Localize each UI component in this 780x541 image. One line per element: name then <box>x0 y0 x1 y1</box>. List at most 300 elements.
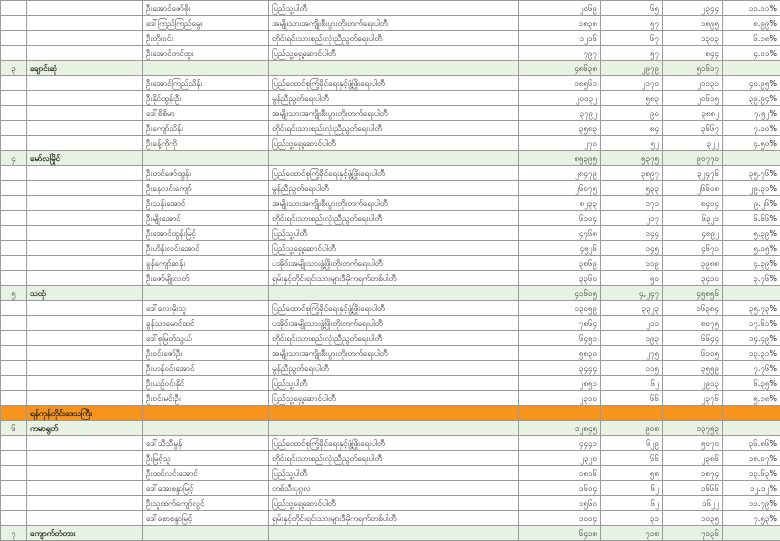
table-row <box>1 166 780 181</box>
row-number <box>1 211 27 226</box>
votes-cell: ၄၅၂၆ <box>519 241 601 256</box>
party-cell: ရှမ်းနှင့်တိုင်းရင်းသားများဒီမိုကရက်တစ်ပါတီ <box>269 511 519 526</box>
row-number <box>1 46 27 61</box>
township-cell <box>27 256 143 271</box>
table-row <box>1 181 780 196</box>
total-votes-cell: ၂၃၄၄ <box>663 1 723 16</box>
township-cell: သထုံ <box>27 286 143 301</box>
candidate-cell: ဒေါ်ကြည်ကြည်မွေး <box>143 16 269 31</box>
row-number <box>1 121 27 136</box>
percent-cell: ၆.၆၆% <box>723 211 780 226</box>
percent-cell: ၁၄.၄၉% <box>723 331 780 346</box>
votes-cell: ၆၄၁၈ <box>519 526 601 541</box>
township-cell: ချောင်းဆုံ <box>27 61 143 76</box>
advance-votes-cell: ၇၁၈ <box>601 526 663 541</box>
township-cell <box>27 346 143 361</box>
table-row <box>1 331 780 346</box>
total-votes-cell: ၁၃၇၅၃ <box>663 421 723 436</box>
percent-cell: ၂၉.၃၁% <box>723 181 780 196</box>
advance-votes-cell: ၆၆ <box>601 391 663 406</box>
township-cell <box>27 91 143 106</box>
row-number <box>1 346 27 361</box>
table-row <box>1 511 780 526</box>
party-cell: ပအိုဝ်းအမျိုးသားဖွံ့ဖြိုးတိုးတက်ရေးပါတီ <box>269 316 519 331</box>
township-cell <box>27 16 143 31</box>
table-row <box>1 496 780 511</box>
votes-cell: ၇၈၆၄ <box>519 316 601 331</box>
advance-votes-cell: ၁၉၃ <box>601 331 663 346</box>
advance-votes-cell: ၃၃၂၃ <box>601 301 663 316</box>
party-cell: ပြည်သူ့ပါတီ <box>269 1 519 16</box>
percent-cell: ၆.၁၈% <box>723 31 780 46</box>
percent-cell: ၃၉.၉၄% <box>723 91 780 106</box>
advance-votes-cell: ၅၇ <box>601 46 663 61</box>
percent-cell: ၈.၉၉% <box>723 16 780 31</box>
table-row <box>1 316 780 331</box>
candidate-cell: ဦးနေလင်းကျော် <box>143 181 269 196</box>
candidate-cell <box>143 61 269 76</box>
percent-cell: ၄.၅၀% <box>723 136 780 151</box>
votes-cell: ၁၅၆၀ <box>519 496 601 511</box>
candidate-cell: ဦးအောင်ဇော်စိုး <box>143 1 269 16</box>
total-votes-cell <box>663 406 723 421</box>
row-number <box>1 256 27 271</box>
percent-cell: ၁၈.၀၇% <box>723 451 780 466</box>
party-cell <box>269 421 519 436</box>
table-body <box>1 1 780 541</box>
party-cell: ပြည်သူ့ပါတီ <box>269 466 519 481</box>
candidate-cell <box>143 406 269 421</box>
table-row <box>1 211 780 226</box>
total-votes-cell: ၈၀၇၅ <box>663 316 723 331</box>
advance-votes-cell: ၆၂ <box>601 496 663 511</box>
candidate-cell: ဦးဇော်မျိုးလတ် <box>143 271 269 286</box>
percent-cell <box>723 151 780 166</box>
total-votes-cell: ၃၈၈၂ <box>663 106 723 121</box>
party-cell: ရှမ်းနှင့်တိုင်းရင်းသားများဒီမိုကရက်တစ်ပါတီ <box>269 271 519 286</box>
advance-votes-cell: ၆၂ <box>601 376 663 391</box>
percent-cell: ၁၇.၆၁% <box>723 316 780 331</box>
advance-votes-cell: ၆၂ <box>601 481 663 496</box>
party-cell <box>269 61 519 76</box>
votes-cell: ၈၅၃၉၅ <box>519 151 601 166</box>
township-cell <box>27 316 143 331</box>
table-row <box>1 196 780 211</box>
total-votes-cell: ၂၁၁၃၁ <box>663 76 723 91</box>
township-cell <box>27 211 143 226</box>
percent-cell: ၇.၅၃% <box>723 511 780 526</box>
candidate-cell: ဦးသူထက်ကျော်လွင် <box>143 496 269 511</box>
advance-votes-cell: ၅၂ <box>601 136 663 151</box>
row-number <box>1 481 27 496</box>
votes-cell: ၁၈၃၈ <box>519 16 601 31</box>
township-row <box>1 526 780 541</box>
advance-votes-cell: ၂၁၇၀ <box>601 76 663 91</box>
row-number <box>1 511 27 526</box>
advance-votes-cell: ၄,၂၄၇ <box>601 286 663 301</box>
township-cell: ကမာရွတ် <box>27 421 143 436</box>
total-votes-cell: ၅၁၆၁၇ <box>663 61 723 76</box>
candidate-cell: ခွန်ကျော်ဆန်း <box>143 256 269 271</box>
table-row <box>1 436 780 451</box>
votes-cell: ၅၈၃၀ <box>519 346 601 361</box>
table-row <box>1 481 780 496</box>
percent-cell: ၁၁.၁၁% <box>723 1 780 16</box>
total-votes-cell: ၁၃၀၃ <box>663 31 723 46</box>
table-row <box>1 1 780 16</box>
party-cell <box>269 526 519 541</box>
township-cell <box>27 376 143 391</box>
votes-cell: ၁၀၀၄ <box>519 511 601 526</box>
row-number <box>1 466 27 481</box>
total-votes-cell: ၄၆၇၁ <box>663 241 723 256</box>
row-number <box>1 271 27 286</box>
row-number: ၄ <box>1 151 27 166</box>
township-cell <box>27 466 143 481</box>
row-number <box>1 1 27 16</box>
table-row <box>1 106 780 121</box>
table-row <box>1 31 780 46</box>
candidate-cell: ဦးမြင့်သူ <box>143 451 269 466</box>
total-votes-cell: ၂၃၈၆ <box>663 451 723 466</box>
table-row <box>1 76 780 91</box>
table-row <box>1 256 780 271</box>
votes-cell: ၁၈၁၆ <box>519 466 601 481</box>
party-cell: တိုင်းရင်းသားစည်းလုံးညီညွတ်ရေးပါတီ <box>269 211 519 226</box>
party-cell <box>269 286 519 301</box>
percent-cell: ၇.၅၂% <box>723 106 780 121</box>
votes-cell: ၂၃၁၀ <box>519 391 601 406</box>
candidate-cell: ဦးသန်းအောင် <box>143 196 269 211</box>
total-votes-cell: ၇၁၃၆ <box>663 526 723 541</box>
township-cell <box>27 436 143 451</box>
table-row <box>1 376 780 391</box>
row-number: ၃ <box>1 61 27 76</box>
table-row <box>1 361 780 376</box>
party-cell: ပြည်သူ့ရှေ့ဆောင်ပါတီ <box>269 136 519 151</box>
percent-cell: ၅.၁၅% <box>723 241 780 256</box>
percent-cell <box>723 286 780 301</box>
row-number <box>1 166 27 181</box>
candidate-cell <box>143 151 269 166</box>
row-number: ၆ <box>1 421 27 436</box>
table-row <box>1 91 780 106</box>
party-cell: ပြည်သူ့ရှေ့ဆောင်ပါတီ <box>269 241 519 256</box>
township-cell <box>27 481 143 496</box>
total-votes-cell: ၁၀၃၅ <box>663 511 723 526</box>
percent-cell <box>723 526 780 541</box>
advance-votes-cell: ၅၃၇၅ <box>601 151 663 166</box>
votes-cell: ၁၂၈၄၅ <box>519 421 601 436</box>
percent-cell: ၃၆.၈၆% <box>723 436 780 451</box>
township-cell: ရန်ကုန်တိုင်းဒေသကြီး <box>27 406 143 421</box>
percent-cell: ၅.၃၉% <box>723 226 780 241</box>
party-cell <box>269 406 519 421</box>
candidate-cell: ဦးနိုင်ထွန်းဦး <box>143 91 269 106</box>
total-votes-cell: ၃၉၈၈ <box>663 256 723 271</box>
total-votes-cell: ၄၅၈၅၆ <box>663 286 723 301</box>
township-cell <box>27 301 143 316</box>
total-votes-cell: ၁၆၆၆ <box>663 481 723 496</box>
votes-cell: ၈၂၃၃ <box>519 196 601 211</box>
party-cell: အမျိုးသားအကျိုးစီးပွားတိုးတက်ရေးပါတီ <box>269 16 519 31</box>
percent-cell: ၅.၁၈% <box>723 391 780 406</box>
township-cell <box>27 511 143 526</box>
row-number <box>1 391 27 406</box>
votes-cell: ၂၈၅၁ <box>519 376 601 391</box>
party-cell: တိုင်းရင်းသားစည်းလုံးညီညွတ်ရေးပါတီ <box>269 121 519 136</box>
row-number: ၇ <box>1 526 27 541</box>
advance-votes-cell: ၂၁၇ <box>601 211 663 226</box>
candidate-cell <box>143 421 269 436</box>
row-number <box>1 316 27 331</box>
candidate-cell: ဒေါ်စိစိမာ <box>143 106 269 121</box>
party-cell: ပြည်သူ့ပါတီ <box>269 376 519 391</box>
row-number <box>1 496 27 511</box>
percent-cell <box>723 421 780 436</box>
advance-votes-cell: ၃၈၉၇ <box>601 166 663 181</box>
township-cell <box>27 271 143 286</box>
party-cell: ပြည်သူ့ရှေ့ဆောင်ပါတီ <box>269 496 519 511</box>
percent-cell: ၁၃.၃၁% <box>723 346 780 361</box>
total-votes-cell: ၂၆၆၀၈ <box>663 181 723 196</box>
township-cell <box>27 1 143 16</box>
percent-cell: ၄၀.၉၅% <box>723 76 780 91</box>
table-row <box>1 46 780 61</box>
advance-votes-cell: ၆၇ <box>601 31 663 46</box>
total-votes-cell: ၂၀၆၁၅ <box>663 91 723 106</box>
candidate-cell: ဦးခန့်ကိုကို <box>143 136 269 151</box>
township-cell <box>27 121 143 136</box>
percent-cell <box>723 61 780 76</box>
votes-cell: ၆၄၅၁ <box>519 331 601 346</box>
total-votes-cell: ၁၆၃၈၄ <box>663 301 723 316</box>
table-row <box>1 226 780 241</box>
row-number <box>1 16 27 31</box>
total-votes-cell: ၄၈၉၂ <box>663 226 723 241</box>
advance-votes-cell: ၂၇၅ <box>601 346 663 361</box>
total-votes-cell: ၃၄၁၀ <box>663 271 723 286</box>
votes-cell <box>519 406 601 421</box>
votes-cell: ၄၈၆၃၈ <box>519 61 601 76</box>
total-votes-cell: ၅၀၇၀ <box>663 436 723 451</box>
table-row <box>1 271 780 286</box>
total-votes-cell: ၈၄၀၄ <box>663 196 723 211</box>
percent-cell: ၃၅.၇၆% <box>723 166 780 181</box>
township-cell <box>27 361 143 376</box>
row-number <box>1 91 27 106</box>
candidate-cell: ဒေါ်အေးစန္ဒာမြင့် <box>143 481 269 496</box>
total-votes-cell: ၃၆၆၇ <box>663 121 723 136</box>
party-cell: ပအိုဝ်းအမျိုးသားဖွံ့ဖြိုးတိုးတက်ရေးပါတီ <box>269 256 519 271</box>
votes-cell: ၆၁၀၄ <box>519 211 601 226</box>
advance-votes-cell: ၁၁၅ <box>601 361 663 376</box>
party-cell: ပြည်ထောင်စုကြံ့ခိုင်ရေးနှင့်ဖွံ့ဖြိုးရေးပါတီ <box>269 166 519 181</box>
candidate-cell: ဦးကျော်သိန်း <box>143 121 269 136</box>
votes-cell: ၃၃၆၀ <box>519 271 601 286</box>
party-cell: ပြည်ထောင်စုကြံ့ခိုင်ရေးနှင့်ဖွံ့ဖြိုးရေးပါတီ <box>269 436 519 451</box>
township-cell <box>27 196 143 211</box>
party-cell <box>269 151 519 166</box>
row-number <box>1 376 27 391</box>
candidate-cell: ဦးအောင်တင်ထူး <box>143 46 269 61</box>
candidate-cell: ဦးဟန်ဝင်းအောင် <box>143 361 269 376</box>
row-number <box>1 196 27 211</box>
table-row <box>1 301 780 316</box>
candidate-cell: ဦးထင်လင်းအောင် <box>143 466 269 481</box>
votes-cell: ၁၆၀၄ <box>519 481 601 496</box>
row-number <box>1 331 27 346</box>
votes-cell: ၄၄၄၁ <box>519 436 601 451</box>
row-number <box>1 451 27 466</box>
table-row <box>1 391 780 406</box>
candidate-cell: ဦးအောင်ကြည်သိန်း <box>143 76 269 91</box>
advance-votes-cell: ၉၀၈ <box>601 421 663 436</box>
candidate-cell: ဦးအောင်ထွန်းမြင့် <box>143 226 269 241</box>
advance-votes-cell <box>601 406 663 421</box>
total-votes-cell: ၆၁၀၅ <box>663 346 723 361</box>
party-cell: တိုင်းရင်းသားစည်းလုံးညီညွတ်ရေးပါတီ <box>269 31 519 46</box>
row-number <box>1 301 27 316</box>
township-cell: ကျောက်တံတား <box>27 526 143 541</box>
votes-cell: ၂၈၄၇၉ <box>519 166 601 181</box>
party-cell: အမျိုးသားအကျိုးစီးပွားတိုးတက်ရေးပါတီ <box>269 196 519 211</box>
township-cell <box>27 181 143 196</box>
advance-votes-cell: ၁၄၄ <box>601 226 663 241</box>
row-number <box>1 361 27 376</box>
advance-votes-cell: ၁၄၅ <box>601 241 663 256</box>
votes-cell: ၃၈၆၉ <box>519 256 601 271</box>
candidate-cell <box>143 286 269 301</box>
votes-cell: ၃၇၉၂ <box>519 106 601 121</box>
party-cell: မွန်ညီညွတ်ရေးပါတီ <box>269 181 519 196</box>
party-cell: ပြည်ထောင်စုကြံ့ခိုင်ရေးနှင့်ဖွံ့ဖြိုးရေးပါတီ <box>269 301 519 316</box>
advance-votes-cell: ၁၇၁ <box>601 196 663 211</box>
votes-cell: ၂၇၀ <box>519 136 601 151</box>
total-votes-cell: ၂၉၁၃ <box>663 376 723 391</box>
percent-cell: ၉.၂၆% <box>723 196 780 211</box>
advance-votes-cell: ၅၈၃ <box>601 91 663 106</box>
candidate-cell: ဒေါ်စုမြတ်သွယ် <box>143 331 269 346</box>
advance-votes-cell: ၈၄ <box>601 121 663 136</box>
votes-cell: ၁၃၀၅၉ <box>519 301 601 316</box>
percent-cell: ၃၅.၇၃% <box>723 301 780 316</box>
township-row <box>1 151 780 166</box>
percent-cell: ၄.၃၉% <box>723 256 780 271</box>
votes-cell: ၃၅၈၃ <box>519 121 601 136</box>
table-row <box>1 136 780 151</box>
row-number <box>1 136 27 151</box>
party-cell: ပြည်သူ့ရှေ့ဆောင်ပါတီ <box>269 391 519 406</box>
advance-votes-cell: ၃၁ <box>601 511 663 526</box>
candidate-cell: ဒေါ်လေးမိုးသူ <box>143 301 269 316</box>
table-row <box>1 16 780 31</box>
candidate-cell: ဦးတိုးဝင်း <box>143 31 269 46</box>
township-row <box>1 286 780 301</box>
percent-cell: ၆.၃၅% <box>723 376 780 391</box>
total-votes-cell: ၃၂၄၇၆ <box>663 166 723 181</box>
votes-cell: ၂၆၀၇၅ <box>519 181 601 196</box>
township-cell <box>27 331 143 346</box>
total-votes-cell: ၃၂၂ <box>663 136 723 151</box>
row-number <box>1 76 27 91</box>
row-number <box>1 406 27 421</box>
township-cell <box>27 46 143 61</box>
advance-votes-cell: ၅၀ <box>601 271 663 286</box>
row-number <box>1 31 27 46</box>
candidate-cell: ခွန်သာမောင်ထင် <box>143 316 269 331</box>
township-cell <box>27 31 143 46</box>
township-cell <box>27 496 143 511</box>
row-number: ၅ <box>1 286 27 301</box>
percent-cell: ၇.၁၀% <box>723 121 780 136</box>
township-cell <box>27 76 143 91</box>
candidate-cell: ဦးဝင်းဇော်ဦး <box>143 346 269 361</box>
advance-votes-cell: ၉၀ <box>601 106 663 121</box>
total-votes-cell: ၃၅၅၉ <box>663 361 723 376</box>
row-number <box>1 436 27 451</box>
township-cell <box>27 451 143 466</box>
candidate-cell: ဦးမျိုးအောင် <box>143 211 269 226</box>
advance-votes-cell: ၁၁၉ <box>601 256 663 271</box>
township-cell <box>27 241 143 256</box>
percent-cell <box>723 406 780 421</box>
advance-votes-cell: ၂၉၇၉ <box>601 61 663 76</box>
candidate-cell: ဒေါ်သီသီမွန် <box>143 436 269 451</box>
row-number <box>1 181 27 196</box>
percent-cell: ၃.၇၆% <box>723 271 780 286</box>
row-number <box>1 106 27 121</box>
total-votes-cell: ၁၆၂၂ <box>663 496 723 511</box>
percent-cell: ၇.၇၆% <box>723 361 780 376</box>
votes-cell: ၄၁၆၀၅ <box>519 286 601 301</box>
total-votes-cell: ၂၃၇၆ <box>663 391 723 406</box>
advance-votes-cell: ၅၃၃ <box>601 181 663 196</box>
party-cell: ပြည်သူ့ရှေ့ဆောင်ပါတီ <box>269 46 519 61</box>
advance-votes-cell: ၆၂၉ <box>601 436 663 451</box>
votes-cell: ၃၄၄၄ <box>519 361 601 376</box>
party-cell: တစ်သီးပုဂ္ဂလ <box>269 481 519 496</box>
table-row <box>1 121 780 136</box>
candidate-cell: ဦးဝင်းမင်းဦး <box>143 391 269 406</box>
candidate-cell: ဒေါ်စောစန္ဒာမြင့် <box>143 511 269 526</box>
row-number <box>1 226 27 241</box>
party-cell: တိုင်းရင်းသားစည်းလုံးညီညွတ်ရေးပါတီ <box>269 451 519 466</box>
percent-cell: ၁၁.၇၉% <box>723 496 780 511</box>
party-cell: မွန်ညီညွတ်ရေးပါတီ <box>269 361 519 376</box>
advance-votes-cell: ၅၇ <box>601 16 663 31</box>
percent-cell: ၄.၀၁% <box>723 46 780 61</box>
votes-cell: ၂၀၆၉ <box>519 1 601 16</box>
votes-cell: ၂၃၂၀ <box>519 451 601 466</box>
total-votes-cell: ၁၈၇၄ <box>663 466 723 481</box>
votes-cell: ၄၇၆၈ <box>519 226 601 241</box>
township-cell <box>27 226 143 241</box>
votes-cell: ၁၈၅၆၁ <box>519 76 601 91</box>
votes-cell: ၂၀၀၃၂ <box>519 91 601 106</box>
votes-cell: ၇၉၇ <box>519 46 601 61</box>
candidate-cell: ဦးတင်ဇော်ထွန်း <box>143 166 269 181</box>
row-number <box>1 241 27 256</box>
advance-votes-cell: ၆၆ <box>601 451 663 466</box>
township-cell <box>27 106 143 121</box>
table-row <box>1 451 780 466</box>
total-votes-cell: ၆၆၄၄ <box>663 331 723 346</box>
total-votes-cell: ၁၈၉၅ <box>663 16 723 31</box>
advance-votes-cell: ၂၁၁ <box>601 316 663 331</box>
township-cell: မော်လမြိုင် <box>27 151 143 166</box>
table-row <box>1 241 780 256</box>
